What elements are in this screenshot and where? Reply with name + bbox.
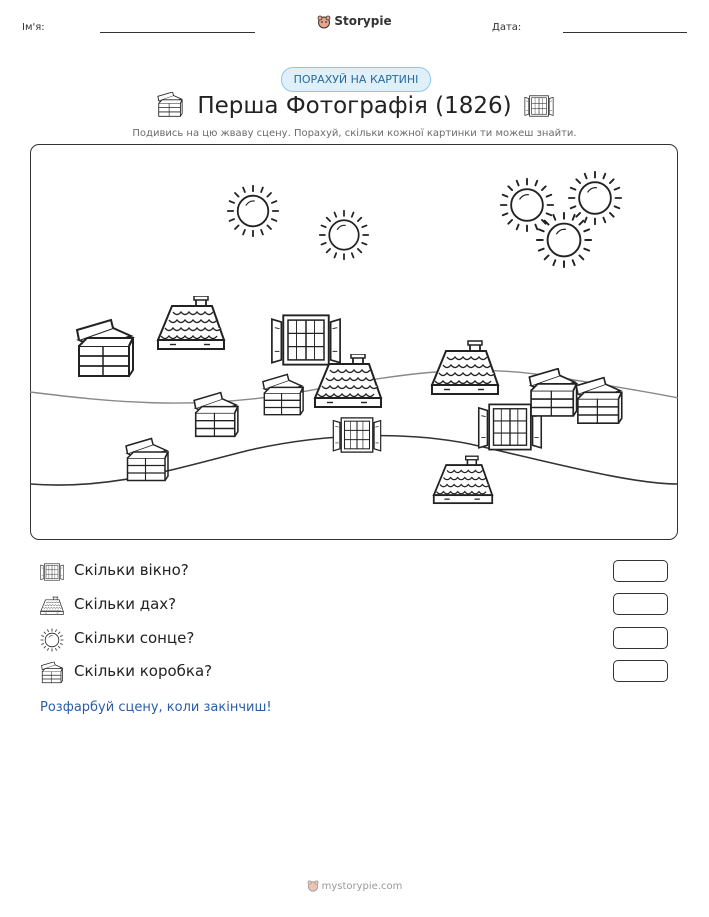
window-icon bbox=[524, 95, 554, 117]
box-icon bbox=[576, 378, 622, 424]
box-icon bbox=[40, 661, 64, 685]
scene-canvas bbox=[30, 144, 678, 540]
box-icon bbox=[263, 374, 303, 414]
sun-icon bbox=[40, 628, 64, 652]
window-icon bbox=[272, 315, 340, 364]
storypie-mascot-icon bbox=[307, 880, 319, 892]
roof-icon bbox=[40, 594, 64, 618]
name-line[interactable] bbox=[100, 32, 255, 33]
question-text: Скільки сонце? bbox=[74, 629, 195, 647]
box-icon bbox=[126, 439, 168, 481]
roof-icon bbox=[434, 456, 492, 503]
box-icon bbox=[194, 393, 238, 437]
sun-icon bbox=[569, 172, 621, 224]
question-text: Скільки вікно? bbox=[74, 561, 189, 579]
answer-box-roof[interactable] bbox=[613, 593, 668, 615]
roof-icon bbox=[432, 341, 498, 394]
sun-icon bbox=[228, 186, 278, 236]
answer-box-window[interactable] bbox=[613, 560, 668, 582]
name-label: Ім'я: bbox=[22, 22, 45, 33]
scene-frame bbox=[30, 144, 678, 540]
question-text: Скільки дах? bbox=[74, 595, 177, 613]
brand-logo bbox=[0, 14, 709, 29]
box-icon bbox=[529, 369, 576, 416]
question-row bbox=[40, 661, 680, 685]
storypie-mascot-icon bbox=[317, 15, 331, 29]
page-subtitle: Подивись на цю жваву сцену. Порахуй, скільки кожної картинки ти можеш знайти. bbox=[132, 128, 577, 139]
footer bbox=[0, 880, 709, 892]
window-icon bbox=[40, 560, 64, 584]
footer-url[interactable]: mystorypie.com bbox=[321, 881, 403, 892]
box-icon bbox=[77, 320, 133, 376]
question-row bbox=[40, 560, 680, 584]
sun-icon bbox=[537, 213, 591, 267]
date-line[interactable] bbox=[563, 32, 687, 33]
question-row bbox=[40, 594, 680, 618]
answer-box-sun[interactable] bbox=[613, 627, 668, 649]
question-text: Скільки коробка? bbox=[74, 662, 213, 680]
sun-icon bbox=[320, 211, 369, 260]
page-title: Перша Фотографія (1826) bbox=[197, 93, 512, 119]
count-badge: ПОРАХУЙ НА КАРТИНІ bbox=[281, 67, 431, 92]
brand-name: Storypie bbox=[334, 14, 392, 28]
window-icon bbox=[333, 418, 380, 452]
answer-box-box[interactable] bbox=[613, 660, 668, 682]
question-row bbox=[40, 628, 680, 652]
date-label: Дата: bbox=[492, 22, 522, 33]
color-instruction: Розфарбуй сцену, коли закінчиш! bbox=[40, 700, 272, 715]
sun-icon bbox=[501, 179, 553, 231]
roof-icon bbox=[158, 296, 224, 349]
